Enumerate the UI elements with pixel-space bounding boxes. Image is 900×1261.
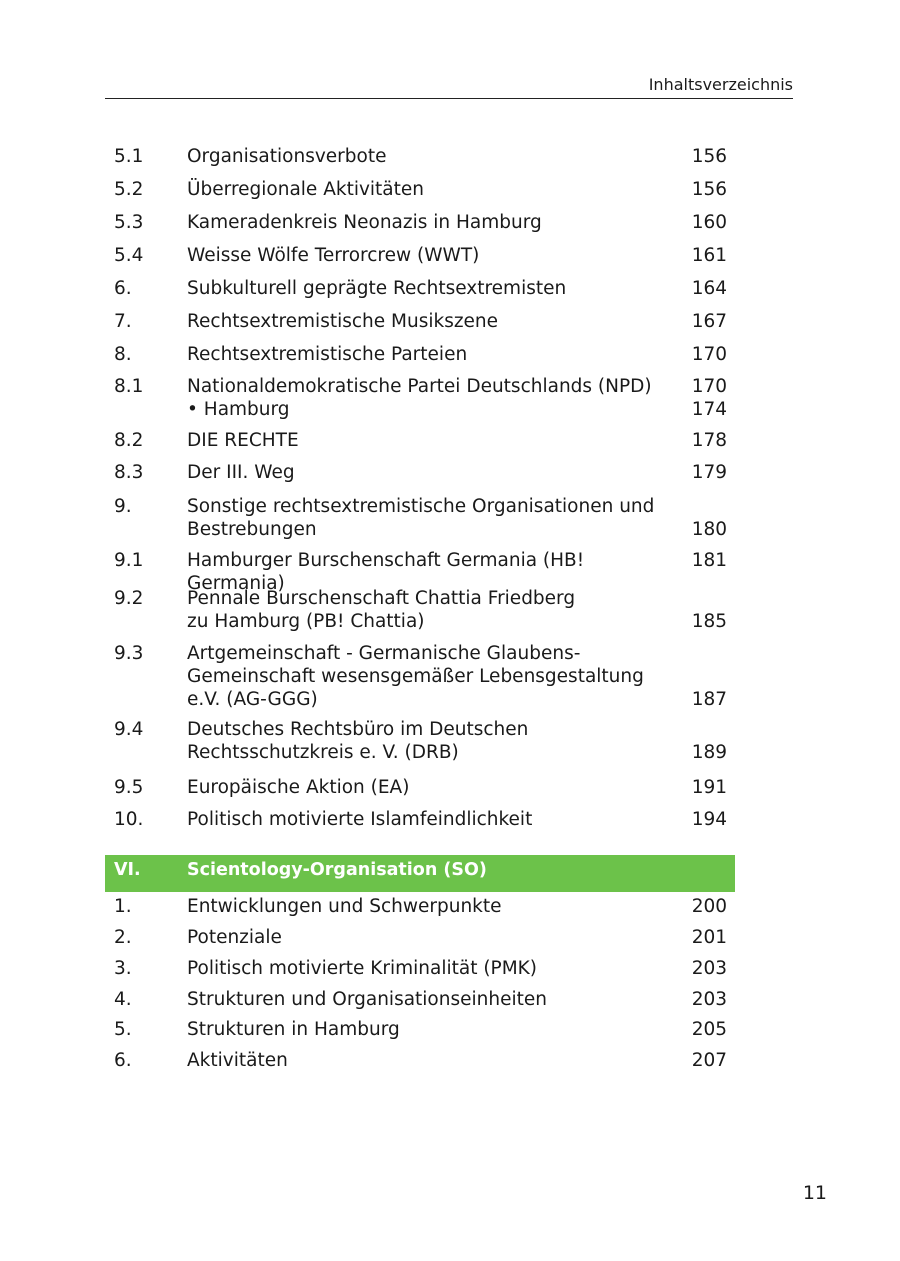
toc-entry-page: 180 <box>691 519 727 540</box>
toc-entry-number: 7. <box>114 311 132 332</box>
toc-entry-title: Strukturen und Organisationseinheiten <box>187 989 547 1010</box>
toc-entry-title: Europäische Aktion (EA) <box>187 777 410 798</box>
toc-entry-number: 5.1 <box>114 146 144 167</box>
toc-entry-page: 160 <box>691 212 727 233</box>
toc-entry-title: DIE RECHTE <box>187 430 299 451</box>
toc-entry-title: Kameradenkreis Neonazis in Hamburg <box>187 212 542 233</box>
toc-entry-number: 6. <box>114 278 132 299</box>
toc-entry-title: Deutsches Rechtsbüro im Deutschen Rechtsschutzkreis e. V. (DRB) <box>187 719 529 763</box>
toc-entry-title: Artgemeinschaft - Germanische Glaubens- Gemeinschaft wesensgemäßer Lebensgestaltung e.V. (AG-GGG) <box>187 643 644 710</box>
toc-entry-number: 8. <box>114 344 132 365</box>
toc-entry-number: 5.3 <box>114 212 144 233</box>
toc-entry-page: 203 <box>691 989 727 1010</box>
toc-entry-number: 9.4 <box>114 719 144 740</box>
toc-entry-page: 167 <box>691 311 727 332</box>
toc-entry-title: Weisse Wölfe Terrorcrew (WWT) <box>187 245 480 266</box>
toc-entry-number: 5.4 <box>114 245 144 266</box>
running-header-title: Inhaltsverzeichnis <box>648 75 793 94</box>
toc-entry-page: 194 <box>691 809 727 830</box>
toc-entry-title: Strukturen in Hamburg <box>187 1019 400 1040</box>
toc-entry-page: 170 <box>691 344 727 365</box>
toc-entry-title: Entwicklungen und Schwerpunkte <box>187 896 502 917</box>
toc-entry-page: 178 <box>691 430 727 451</box>
toc-entry-title: Politisch motivierte Kriminalität (PMK) <box>187 958 538 979</box>
toc-entry-title: Politisch motivierte Islamfeindlichkeit <box>187 809 533 830</box>
toc-entry-number: 9.1 <box>114 550 144 571</box>
toc-entry-title: Pennale Burschenschaft Chattia Friedberg zu Hamburg (PB! Chattia) <box>187 588 576 632</box>
running-header <box>105 72 793 99</box>
toc-entry-title: Organisationsverbote <box>187 146 387 167</box>
toc-entry-title: Hamburger Burschenschaft Germania (HB! Germania) <box>187 550 585 594</box>
toc-entry-number: 8.1 <box>114 376 144 397</box>
toc-entry-page: 164 <box>691 278 727 299</box>
toc-entry-title: Rechtsextremistische Parteien <box>187 344 468 365</box>
toc-entry-number: 1. <box>114 896 132 917</box>
toc-entry-number: 2. <box>114 927 132 948</box>
toc-entry-title: Nationaldemokratische Partei Deutschlands (NPD) • Hamburg <box>187 376 652 420</box>
toc-entry-number: 5.2 <box>114 179 144 200</box>
toc-entry-number: 3. <box>114 958 132 979</box>
toc-entry-page: 161 <box>691 245 727 266</box>
toc-entry-number: 4. <box>114 989 132 1010</box>
toc-entry-page: 156 <box>691 179 727 200</box>
toc-entry-number: 8.3 <box>114 462 144 483</box>
toc-entry-number: 9.5 <box>114 777 144 798</box>
toc-entry-title: Rechtsextremistische Musikszene <box>187 311 499 332</box>
toc-entry-number: 9.2 <box>114 588 144 609</box>
toc-entry-title: Sonstige rechtsextremistische Organisationen und Bestrebungen <box>187 496 655 540</box>
toc-entry-title: Subkulturell geprägte Rechtsextremisten <box>187 278 567 299</box>
toc-entry-number: 5. <box>114 1019 132 1040</box>
toc-entry-page: 170 174 <box>691 376 727 420</box>
toc-entry-page: 203 <box>691 958 727 979</box>
toc-entry-title: Der III. Weg <box>187 462 295 483</box>
toc-entry-number: 9.3 <box>114 643 144 664</box>
section-heading-bar[interactable] <box>105 855 735 892</box>
toc-entry-page: 207 <box>691 1050 727 1071</box>
toc-entry-page: 156 <box>691 146 727 167</box>
toc-entry-page: 187 <box>691 689 727 710</box>
section-heading-number: VI. <box>114 860 141 880</box>
toc-entry-number: 8.2 <box>114 430 144 451</box>
toc-entry-number: 6. <box>114 1050 132 1071</box>
toc-entry-title: Überregionale Aktivitäten <box>187 179 424 200</box>
section-heading-title: Scientology-Organisation (SO) <box>187 860 487 880</box>
toc-entry-title: Potenziale <box>187 927 282 948</box>
toc-entry-number: 9. <box>114 496 132 517</box>
toc-entry-page: 200 <box>691 896 727 917</box>
toc-entry-number: 10. <box>114 809 144 830</box>
toc-entry-page: 179 <box>691 462 727 483</box>
toc-entry-page: 185 <box>691 611 727 632</box>
page-number: 11 <box>802 1182 827 1204</box>
toc-entry-page: 181 <box>691 550 727 571</box>
toc-entry-page: 191 <box>691 777 727 798</box>
toc-entry-page: 205 <box>691 1019 727 1040</box>
toc-entry-title: Aktivitäten <box>187 1050 288 1071</box>
toc-entry-page: 189 <box>691 742 727 763</box>
toc-entry-page: 201 <box>691 927 727 948</box>
